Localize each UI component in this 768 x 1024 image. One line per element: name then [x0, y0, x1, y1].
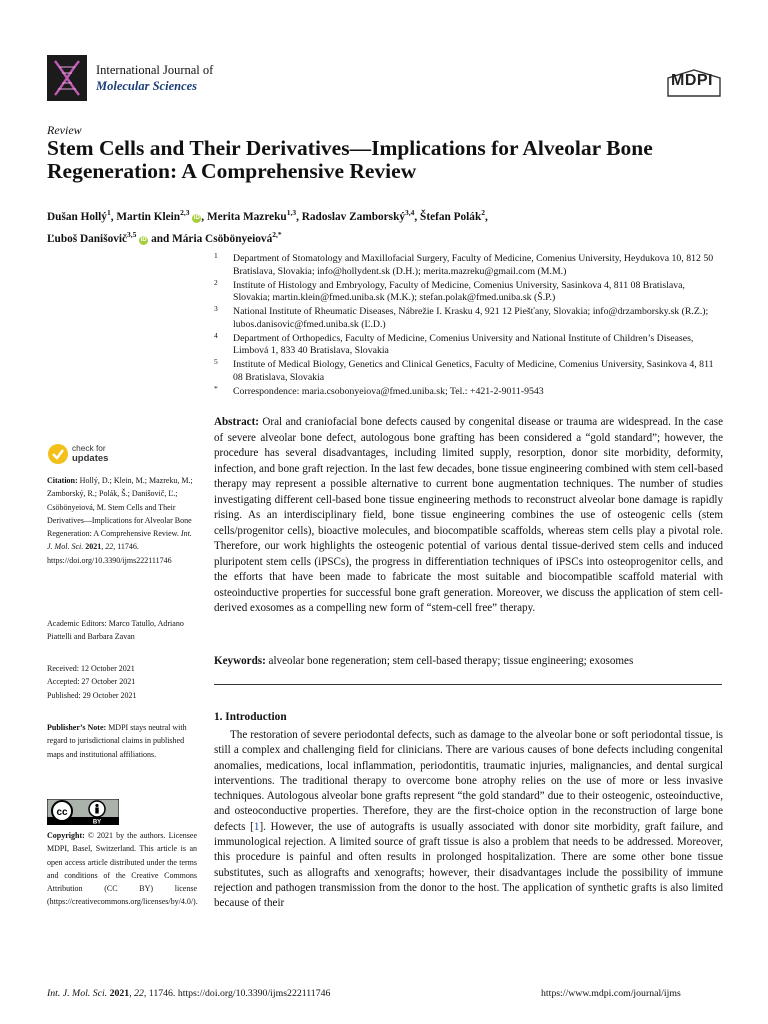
affiliation-number: 5 — [214, 357, 218, 366]
footer-journal: Int. J. Mol. Sci. — [47, 988, 108, 999]
footer-volume: 22 — [134, 988, 144, 999]
author-affiliation-sup: 1,3 — [286, 208, 297, 217]
section-heading-introduction: 1. Introduction — [214, 711, 287, 723]
journal-name-line2: Molecular Sciences — [96, 79, 198, 93]
publisher-logo-text: MDPI — [671, 72, 713, 89]
footer-doi[interactable]: , 11746. https://doi.org/10.3390/ijms222111746 — [143, 988, 331, 999]
copyright-label: Copyright: — [47, 831, 85, 840]
abstract-text: Oral and craniofacial bone defects caused by congenital disease or trauma are widespread. In the case of severe alveolar bone defect, autologous bone grafting has been considered a “gold standard”; however, the procedure has several disadvantages, including limited supply, resorption, donor site morbidity, deformity, infection, and bone graft rejection. In the last few decades, bone tissue engineering combined with stem cell-based therapy may represent a possible alternative to current bone augmentation techniques. The number of studies investigating different cell-based bone tissue engineering methods to reconstruct alveolar bone damage is rapidly rising. As an interdisciplinary field, bone tissue engineering combines the use of osteogenic cells (stem cells/progenitor cells), bioactive molecules, and biocompatible scaffolds, whereas stem cells play a pivotal role. Therefore, our work highlights the osteogenic potential of various dental tissue-derived stem cells and induced pluripotent stem cells (iPSCs), the progress in differentiation techniques of iPSCs into osteoprogenitor cells, and the efforts that have been made to fabricate the most suitable and biocompatible scaffold material with osteoinductive properties for successful bone graft generation. Moreover, we discuss the application of stem cell-derived exosomes as a compelling new form of “stem-cell free” therapy. — [214, 416, 723, 614]
publisher-note-text: MDPI stays neutral with regard to jurisdictional claims in published maps and institutional affiliations. — [47, 723, 187, 759]
received-date: Received: 12 October 2021 — [47, 664, 135, 673]
citation-journal: Int. J. Mol. Sci. — [47, 529, 192, 552]
author-separator: , — [414, 210, 421, 223]
article-type: Review — [47, 123, 82, 137]
author-affiliation-sup: 1 — [106, 208, 111, 217]
affiliation-text: Department of Orthopedics, Faculty of Medicine, Comenius University and National Institute of Children’s Diseases, Limbová 1, 833 40 Bratislava, Slovakia — [233, 332, 694, 356]
affiliation-item — [214, 330, 724, 358]
journal-name-line1: International Journal of — [96, 63, 214, 77]
svg-text:BY: BY — [92, 819, 102, 825]
check-updates-line1: check for — [72, 443, 106, 453]
author-affiliation-sup: 2 — [481, 208, 485, 217]
copyright-block — [47, 829, 197, 909]
section-divider — [214, 684, 722, 685]
journal-logo-icon — [47, 55, 87, 101]
affiliation-item — [214, 306, 724, 331]
affiliation-item — [214, 359, 724, 384]
publisher-note — [47, 721, 197, 761]
author-separator: , — [110, 210, 117, 223]
author-name: Ľuboš Danišovič — [47, 232, 128, 245]
footer-journal-url[interactable]: https://www.mdpi.com/journal/ijms — [541, 988, 681, 999]
citation-block: Citation: Hollý, D.; Klein, M.; Mazreku, M.; Zamborský, R.; Polák, Š.; Danišovič, Ľ.; Csöbönyeiová, M. Stem Cells and Their Derivatives—Implications for Alveolar Bone Regeneration: A Comprehensive Review. Int. J. Mol. Sci. 2021, 22, 11746. https://doi.org/10.3390/ijms222111746 — [47, 476, 193, 565]
citation-link-1[interactable]: 1 — [253, 820, 260, 833]
affiliation-text: Institute of Medical Biology, Genetics and Clinical Genetics, Faculty of Medicine, Comenius University, Sasinkova 4, 811 08 Bratislava, Slovakia — [233, 359, 714, 383]
author-affiliation-sup: 3,5 — [127, 229, 137, 239]
article-title: Stem Cells and Their Derivatives—Implications for Alveolar Bone Regeneration: A Comprehensive Review — [47, 136, 653, 183]
author-name: Dušan Hollý — [47, 210, 107, 223]
affiliation-number: 3 — [214, 304, 218, 313]
keywords-text: alveolar bone regeneration; stem cell-based therapy; tissue engineering; exosomes — [268, 655, 634, 667]
published-date: Published: 29 October 2021 — [47, 690, 137, 700]
copyright-text: © 2021 by the authors. Licensee MDPI, Basel, Switzerland. This article is an open access article distributed under the terms and conditions of the Creative Commons Attribution (CC BY) license (https://creativecommons.org/licenses/by/4.0/). — [47, 831, 198, 907]
keywords-label: Keywords: — [214, 655, 266, 667]
citation-volume: 22 — [105, 542, 114, 552]
affiliation-item — [214, 383, 724, 399]
creative-commons-by-icon[interactable] — [47, 799, 119, 825]
citation-rest[interactable]: , 11746. https://doi.org/10.3390/ijms222111746 — [47, 542, 172, 565]
author-name: Merita Mazreku — [206, 210, 287, 223]
affiliation-text: Institute of Histology and Embryology, Faculty of Medicine, Comenius University, Sasinkova 4, 811 08 Bratislava, Slovakia; martin.klein@fmed.uniba.sk (M.K.); stefan.polak@fmed.uniba.sk (Š.P.) — [233, 279, 685, 303]
citation-label: Citation: — [47, 476, 78, 485]
abstract — [214, 415, 723, 617]
accepted-date: Accepted: 27 October 2021 — [47, 677, 136, 687]
footer-citation: Int. J. Mol. Sci. 2021, 22, 11746. https://doi.org/10.3390/ijms222111746 — [47, 988, 331, 999]
check-for-updates-icon[interactable] — [47, 443, 69, 465]
affiliation-text: National Institute of Rheumatic Diseases, Nábrežie I. Krasku 4, 921 12 Piešťany, Slovakia; info@drzamborsky.sk (R.Z.); lubos.danisovic@fmed.uniba.sk (Ľ.D.) — [233, 306, 709, 330]
citation-text: Hollý, D.; Klein, M.; Mazreku, M.; Zamborský, R.; Polák, Š.; Danišovič, Ľ.; Csöbönyeiová, M. Stem Cells and Their Derivatives—Implications for Alveolar Bone Regeneration: A Comprehensive Review. — [47, 476, 193, 539]
academic-editors: Academic Editors: Marco Tatullo, Adriano Piattelli and Barbara Zavan — [47, 619, 184, 642]
affiliation-item — [214, 253, 724, 278]
abstract-label: Abstract: — [214, 416, 259, 428]
author-affiliation-sup: 2,3 — [180, 208, 190, 217]
author-affiliation-sup: 2,* — [272, 229, 282, 239]
author-separator: , — [296, 210, 302, 223]
check-for-updates[interactable] — [72, 444, 108, 463]
dates-block — [47, 662, 197, 702]
affiliation-number: 2 — [214, 277, 218, 287]
author-separator: , — [201, 210, 207, 223]
svg-text:cc: cc — [56, 807, 68, 818]
author-name: Radoslav Zamborský — [301, 210, 406, 223]
author-list — [47, 204, 607, 248]
orcid-icon[interactable]: iD — [140, 236, 147, 243]
affiliation-number: 1 — [214, 251, 218, 260]
affiliations — [214, 253, 724, 400]
footer-year: 2021 — [109, 988, 130, 999]
author-name: Štefan Polák — [420, 210, 482, 223]
keywords — [214, 654, 723, 669]
affiliation-text: Department of Stomatology and Maxillofacial Surgery, Faculty of Medicine, Comenius University, Heydukova 10, 812 50 Bratislava, Slovakia; info@hollydent.sk (D.H.); merita.mazreku@gmail.com (M.M.) — [233, 253, 714, 277]
citation-year: 2021 — [85, 542, 102, 552]
introduction-body — [214, 728, 723, 912]
author-separator: , — [485, 210, 488, 223]
publisher-note-label: Publisher’s Note: — [47, 723, 107, 732]
affiliation-item — [214, 277, 724, 305]
author-separator: and — [148, 232, 173, 245]
check-updates-line2: updates — [72, 452, 109, 464]
author-affiliation-sup: 3,4 — [405, 208, 415, 217]
author-name: Mária Csöbönyeiová — [172, 232, 273, 245]
intro-text-2: ]. However, the use of autografts is usually associated with donor site morbidity, graft failure, and immunological rejection. A limited source of graft tissue is also a problem that needs to be addressed. Moreover, this procedure is painful and often results in prolonged hospitalization. There are some other bone tissue substitutes, such as allografts and xenografts; however, their disadvantages include the possibility of immune rejection and pathogen transmission from the donor to the host. The application of synthetic grafts is also limited because of their — [214, 820, 723, 910]
affiliation-number: * — [214, 383, 218, 393]
affiliation-text: Correspondence: maria.csobonyeiova@fmed.uniba.sk; Tel.: +421-2-9011-9543 — [233, 385, 544, 397]
intro-text-1: The restoration of severe periodontal defects, such as damage to the alveolar bone or soft periodontal tissue, is still a complex and challenging field for clinicians. There are various causes of bone defects including congenital anomalies, medications, local inflammation, periodontitis, traumatic injuries, malignancies, and dental surgical interventions. The traditional therapy to overcome bone atrophy relies on the use of more or less invasive techniques. Autologous alveolar bone grafts represent “the gold standard” due to their osteogenic, osteoinductive, and osteoconductive properties. Therefore, they are the first-choice option in the reconstruction of large bone defects [ — [214, 729, 723, 833]
affiliation-number: 4 — [214, 330, 218, 340]
orcid-icon[interactable]: iD — [193, 214, 200, 221]
author-name: Martin Klein — [116, 210, 181, 223]
